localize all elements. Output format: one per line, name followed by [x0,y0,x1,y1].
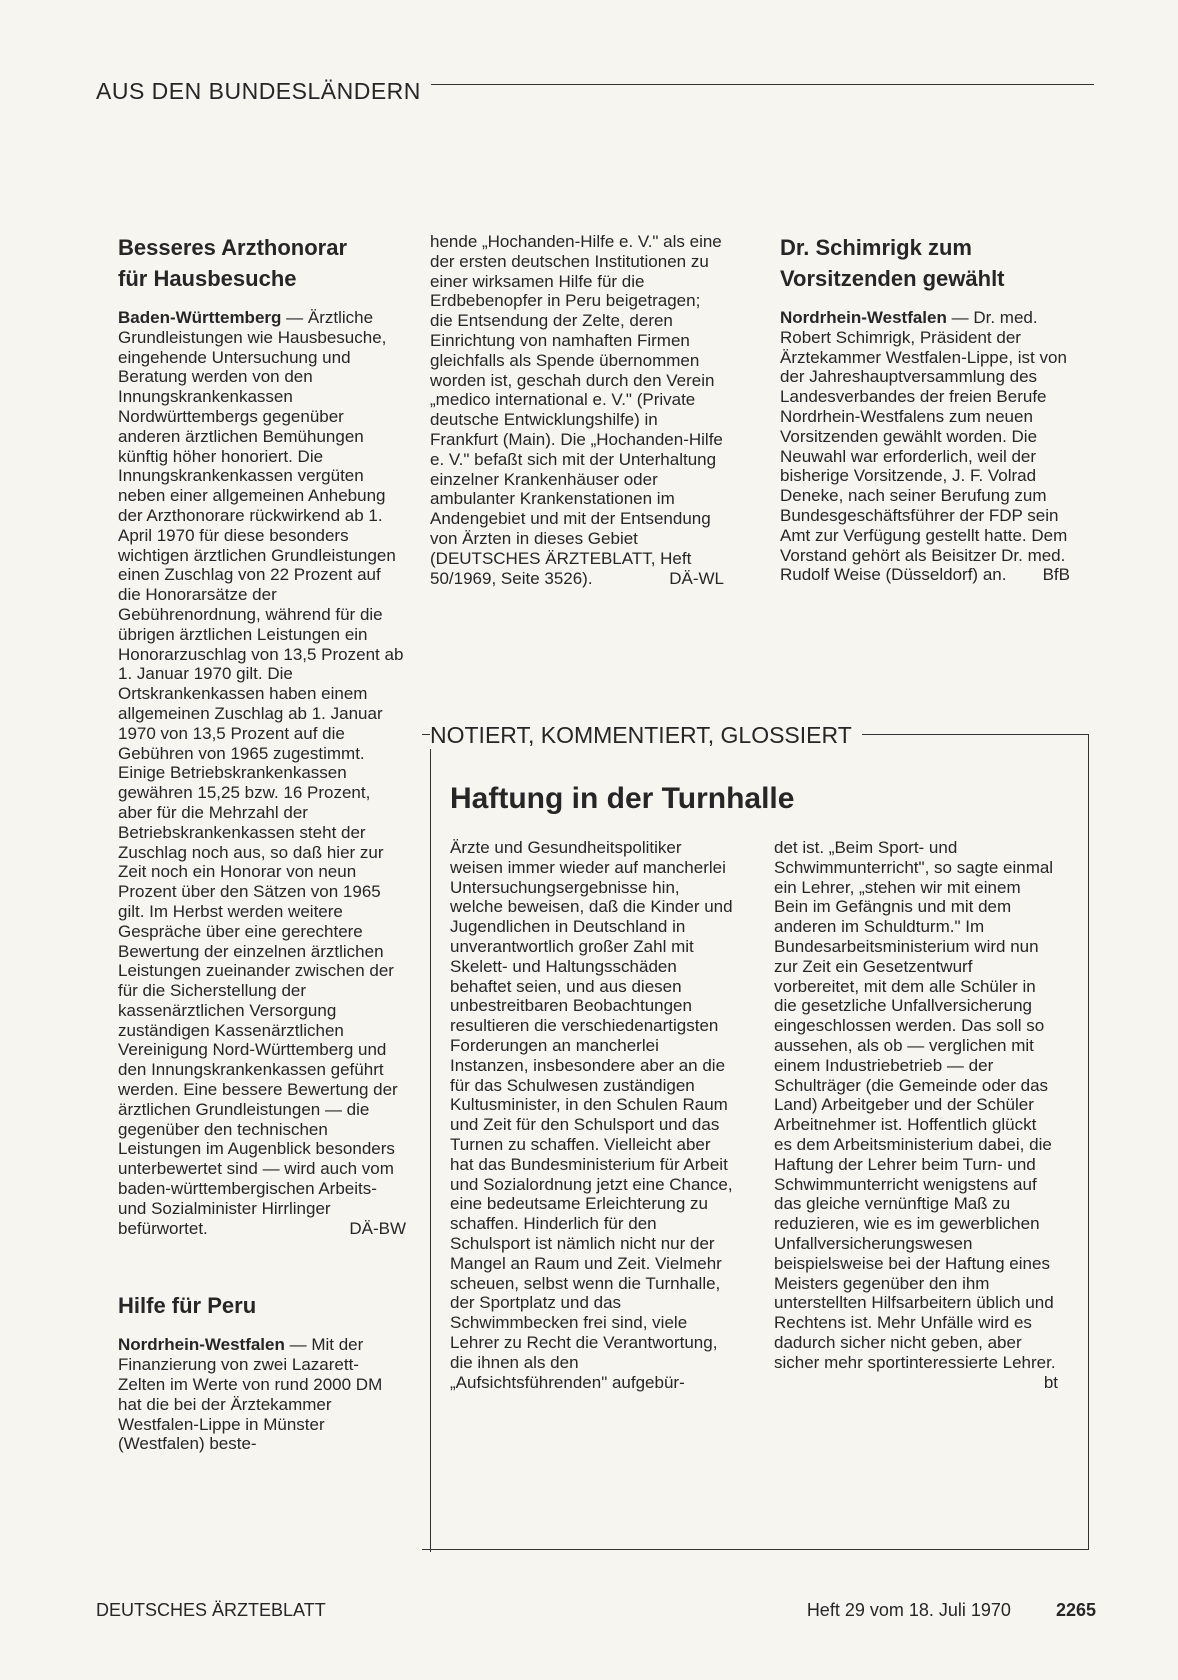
column-right [780,232,1070,585]
commentary-label: NOTIERT, KOMMENTIERT, GLOSSIERT [430,722,862,749]
article-title-honorar: Besseres Arzthonorar für Hausbesuche [118,235,348,291]
footer-right [807,1600,1096,1621]
author-sign: DÄ-BW [349,1218,406,1238]
article-body-peru-cont: hende „Hochanden-Hilfe e. V." als eine der ersten deutschen Institutionen zu einer wirksamen Hilfe für die Erdbebenopfer in Peru beigetragen; die Entsendung der Zelte, deren Einrichtung von namhaften Firmen gleichfalls als Spende übernommen worden ist, geschah durch den Verein „medico international e. V." (Private deutsche Entwicklungshilfe) in Frankfurt (Main). Die „Hochanden-Hilfe e. V." befaßt sich mit der Unterhaltung einzelner Krankenhäuser oder ambulanter Krankenstationen im Andengebiet und mit der Entsendung von Ärzten in dieses Gebiet (DEUTSCHES ÄRZTEBLATT, Heft 50/1969, Seite 3526). DÄ-WL [430,232,724,588]
dateline: Nordrhein-Westfalen [780,308,947,327]
column-left [118,232,406,1454]
commentary-col-2 [774,838,1058,1392]
page-number: 2265 [1055,1600,1096,1620]
article-body-schimrigk: Nordrhein-Westfalen — Dr. med. Robert Schimrigk, Präsident der Ärztekammer Westfalen-Lippe, ist von der Jahreshauptversammlung des Landesverbandes der freien Berufe Nordrhein-Westfalens zum neuen Vorsitzenden gewählt worden. Die Neuwahl war erforderlich, weil der bisherige Vorsitzende, J. F. Volrad Deneke, nach seiner Berufung zum Bundesgeschäftsführer der FDP sein Amt zur Verfügung gestellt hatte. Dem Vorstand gehört als Beisitzer Dr. med. Rudolf Weise (Düsseldorf) an. BfB [780,308,1070,585]
article-title-schimrigk: Dr. Schimrigk zum Vorsitzenden gewählt [780,235,1005,291]
commentary-col-1 [450,838,734,1392]
issue-info: Heft 29 vom 18. Juli 1970 [806,1600,1011,1620]
commentary-box [430,722,1120,1550]
section-title: AUS DEN BUNDESLÄNDERN [96,78,431,104]
author-sign: DÄ-WL [669,568,724,588]
dateline: Baden-Württemberg [118,308,282,327]
dateline: Nordrhein-Westfalen [118,1335,285,1355]
commentary-body-2: det ist. „Beim Sport- und Schwimmunterricht", so sagte einmal ein Lehrer, „stehen wir mit einem Bein im Gefängnis und mit dem anderen im Schuldturm." Im Bundesarbeitsministerium wird nun zur Zeit ein Gesetzentwurf vorbereitet, mit dem alle Schüler in die gesetzliche Unfallversicherung eingeschlossen werden. Das soll so aussehen, als ob — verglichen mit einem Industriebetrieb — der Schulträger (die Gemeinde oder das Land) Arbeitgeber und der Schüler Arbeitnehmer ist. Hoffentlich glückt es dem Arbeitsministerium dabei, die Haftung der Lehrer beim Turn- und Schwimmunterricht wenigstens auf das gleiche vernünftige Maß zu reduzieren, wie es im gewerblichen Unfallversicherungswesen beispielsweise bei der Haftung eines Meisters gegenüber den ihm unterstellten Hilfsarbeitern üblich und Rechtens ist. Mehr Unfälle wird es dadurch sicher nicht geben, aber sicher mehr sportinteressierte Lehrer. bt [774,838,1058,1392]
commentary-body-1: Ärzte und Gesundheitspolitiker weisen immer wieder auf mancherlei Untersuchungsergebnisse hin, welche beweisen, daß die Kinder und Jugendlichen in Deutschland in unverantwortlich großer Zahl mit Skelett- und Haltungsschäden behaftet seien, und aus diesen unbestreitbaren Beobachtungen resultieren die verschiedenartigsten Forderungen an mancherlei Instanzen, insbesondere aber an die für das Schulwesen zuständigen Kultusminister, in den Schulen Raum und Zeit für den Schulsport und das Turnen zu schaffen. Vielleicht aber hat das Bundesministerium für Arbeit und Sozialordnung jetzt eine Chance, eine bedeutsame Erleichterung zu schaffen. Hinderlich für den Schulsport ist nämlich nicht nur der Mangel an Raum und Zeit. Vielmehr scheuen, selbst wenn die Turnhalle, der Sportplatz und das Schwimmbecken frei sind, viele Lehrer zu Recht die Verantwortung, die ihnen als den „Aufsichtsführenden" aufgebür- [450,838,733,1392]
commentary-title: Haftung in der Turnhalle [450,782,795,815]
author-sign: BfB [1042,565,1070,585]
page-footer [96,1600,1096,1621]
article-body-peru: Nordrhein-Westfalen — Mit der Finanzierung von zwei Lazarett-Zelten im Werte von rund 2000 DM hat die bei der Ärztekammer Westfalen-Lippe in Münster (Westfalen) beste- [118,1335,383,1454]
box-frame-left [430,747,431,1552]
section-header [96,78,1094,118]
article-title-peru: Hilfe für Peru [118,1293,257,1319]
journal-name: DEUTSCHES ÄRZTEBLATT [96,1600,326,1620]
column-middle [430,232,724,588]
author-sign: bt [1043,1372,1058,1392]
article-body-honorar: Baden-Württemberg — Ärztliche Grundleistungen wie Hausbesuche, eingehende Untersuchung und Beratung werden von den Innungskrankenkassen Nordwürttembergs gegenüber anderen ärztlichen Bemühungen künftig höher honoriert. Die Innungskrankenkassen vergüten neben einer allgemeinen Anhebung der Arzthonorare rückwirkend ab 1. April 1970 für diese besonders wichtigen ärztlichen Grundleistungen einen Zuschlag von 22 Prozent auf die Honorarsätze der Gebührenordnung, während für die übrigen ärztlichen Leistungen ein Honorarzuschlag von 13,5 Prozent ab 1. Januar 1970 gilt. Die Ortskrankenkassen haben einem allgemeinen Zuschlag ab 1. Januar 1970 von 13,5 Prozent auf die Gebühren von 1965 zugestimmt. Einige Betriebskrankenkassen gewähren 15,25 bzw. 16 Prozent, aber für die Mehrzahl der Betriebskrankenkassen steht der Zuschlag noch aus, so daß hier zur Zeit noch ein Honorar von neun Prozent über den Sätzen von 1965 gilt. Im Herbst werden weitere Gespräche über eine gerechtere Bewertung der einzelnen ärztlichen Leistungen zueinander zwischen der für die Sicherstellung der kassenärztlichen Versorgung zuständigen Kassenärztlichen Vereinigung Nord-Württemberg und den Innungskrankenkassen geführt werden. Eine bessere Bewertung der ärztlichen Grundleistungen — die gegenüber den technischen Leistungen im Augenblick besonders unterbewertet sind — wird auch vom baden-württembergischen Arbeits- und Sozialminister Hirrlinger befürwortet. DÄ-BW [118,308,406,1238]
